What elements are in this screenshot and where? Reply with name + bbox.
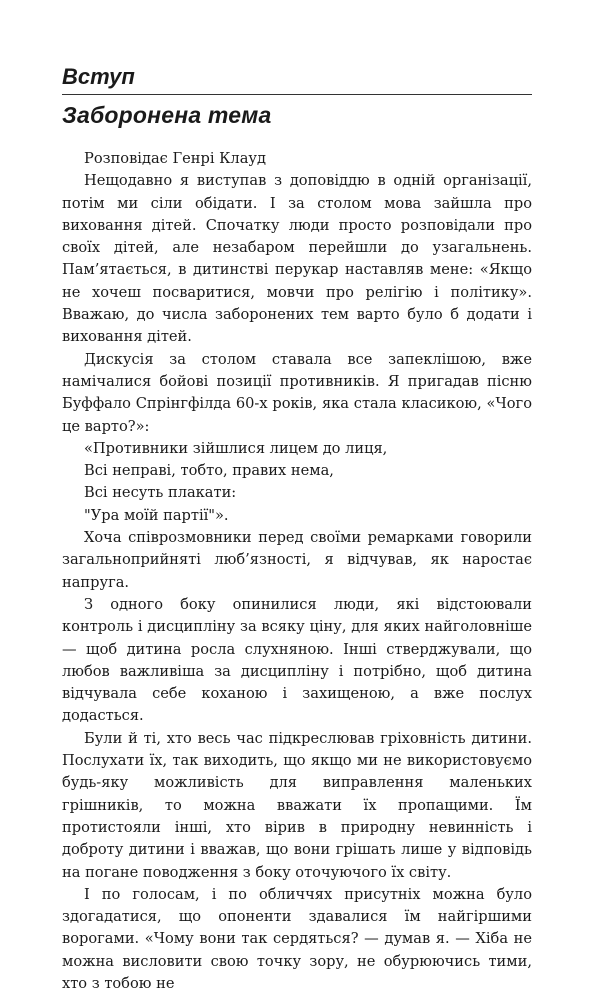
paragraph: Нещодавно я виступав з доповіддю в одній організації, потім ми сіли обідати. І за столом мова зайшла про виховання дітей. Спочатку люди просто розповідали про своїх дітей, але незабаром перейшли до узагальнень. Пам’ятається, в дитинстві перукар наставляв мене: «Якщо не хочеш посваритися, мовчи про релігію і політику». Вважаю, до числа заборонених тем варто було б додати і виховання дітей.: [62, 172, 532, 346]
song-verse-line: Всі неправі, тобто, правих нема,: [84, 462, 334, 480]
body-text: [62, 148, 532, 995]
paragraph: Дискусія за столом ставала все запеклішою, вже намічалися бойові позиції противників. Я пригадав пісню Буффало Спрінгфілда 60-х років, яка стала класикою, «Чого це варто?»:: [62, 350, 532, 435]
paragraph: Хоча співрозмовники перед своїми ремарками говорили загальноприйняті люб’язності, я відчував, як наростає напруга.: [62, 529, 532, 591]
song-verse-line: "Ура моїй партії"».: [84, 506, 229, 524]
narrator-line: Розповідає Генрі Клауд: [84, 150, 266, 167]
book-page: [62, 64, 532, 995]
song-verse-line: «Противники зійшлися лицем до лиця,: [84, 439, 388, 457]
chapter-title: Заборонена тема: [62, 102, 272, 128]
paragraph: Були й ті, хто весь час підкреслював гріховність дитини. Послухати їх, так виходить, що якщо ми не використовуємо будь-яку можливість для виправлення маленьких грішників, то можна вважати їх пропащими. Їм протистояли інші, хто вірив в природну невинність і доброту дитини і вважав, що вони грішать лише у відповідь на погане поводження з боку оточуючого їх світу.: [62, 729, 532, 881]
paragraph: І по голосам, і по обличчях присутніх можна було здогадатися, що опоненти здавалися їм найгіршими ворогами. «Чому вони так сердяться? — думав я. — Хіба не можна висловити свою точку зору, не обурюючись тими, хто з тобою не: [62, 885, 532, 992]
song-verse-line: Всі несуть плакати:: [84, 484, 237, 502]
paragraph: З одного боку опинилися люди, які відстоювали контроль і дисципліну за всяку ціну, для яких найголовніше — щоб дитина росла слухняною. Інші стверджували, що любов важливіша за дисципліну і потрібно, щоб дитина відчувала себе коханою і захищеною, а вже послух додасться.: [62, 595, 532, 725]
section-label: Вступ: [62, 64, 532, 95]
